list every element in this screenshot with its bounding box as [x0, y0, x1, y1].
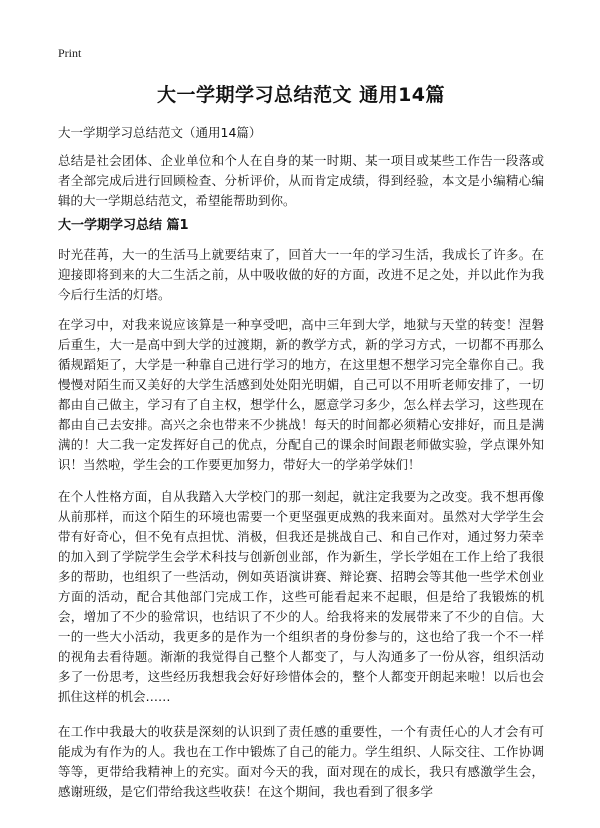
page-title: 大一学期学习总结范文 通用14篇: [156, 84, 446, 106]
body-paragraph: 在工作中我最大的收获是深刻的认识到了责任感的重要性，一个有责任心的人才会有可能成为有作为的人。我也在工作中锻炼了自己的能力。学生组织、人际交往、工作协调等等，更带给我精神上的充实。面对今天的我，面对现在的成长，我只有感激学生会，感谢班级，是它们带给我这些收获！在这个期间，我也看到了很多学: [58, 724, 544, 799]
intro-paragraph: 总结是社会团体、企业单位和个人在自身的某一时期、某一项目或某些工作告一段落或者全部完成后进行回顾检查、分析评价，从而肯定成绩，得到经验，本文是小编精心编辑的大一学期总结范文，希望能帮助到你。: [58, 153, 544, 208]
document-subtitle: 大一学期学习总结范文（通用14篇）: [58, 125, 262, 140]
body-paragraph: 时光荏苒，大一的生活马上就要结束了，回首大一一年的学习生活，我成长了许多。在迎接即将到来的大二生活之前，从中吸收做的好的方面，改进不足之处，并以此作为我今后行生活的灯塔。: [58, 247, 544, 302]
section-heading: 大一学期学习总结 篇1: [58, 218, 189, 233]
body-paragraph: 在个人性格方面，自从我踏入大学校门的那一刻起，就注定我要为之改变。我不想再像从前那样，而这个陌生的环境也需要一个更坚强更成熟的我来面对。虽然对大学学生会带有好奇心，但不免有点担忧、消极，但我还是挑战自己、和自己作对，通过努力荣幸的加入到了学院学生会学术科技与创新创业部，作为新生，学长学姐在工作上给了我很多的帮助，也组织了一些活动，例如英语演讲赛、辩论赛、招聘会等其他一些学术创业方面的活动，配合其他部门完成工作，这些可能看起来不起眼，但是给了我锻炼的机会，增加了不少的验常识，也结识了不少的人。给我将来的发展带来了不少的自信。大一的一些大小活动，我更多的是作为一个组织者的身份参与的，这也给了我一个不一样的视角去看待题。渐渐的我觉得自己整个人都变了，与人沟通多了一份从容，组织活动多了一份思考，这些经历我想我会好好珍惜体会的，整个人都变开朗起来啦！以后也会抓住这样的机会……: [58, 489, 544, 704]
print-label[interactable]: Print: [58, 46, 82, 60]
body-paragraph: 在学习中，对我来说应该算是一种享受吧，高中三年到大学，地狱与天堂的转变！涅磐后重生，大一是高中到大学的过渡期，新的教学方式，新的学习方式，一切都不再那么循规蹈矩了，大学是一种靠自己进行学习的地方，在这里想不想学习完全靠你自己。我慢慢对陌生而又美好的大学生活感到处处阳光明媚，自己可以不用听老师安排了，一切都由自己做主，学习有了自主权，想学什么，愿意学习多少，怎么样去学习，这些现在都由自己去安排。高兴之余也带来不少挑战！每天的时间都必须精心安排好，而且是满满的！大二我一定发挥好自己的优点，分配自己的课余时间跟老师做实验，学点课外知识！当然啦，学生会的工作要更加努力，带好大一的学弟学妹们！: [58, 317, 544, 472]
